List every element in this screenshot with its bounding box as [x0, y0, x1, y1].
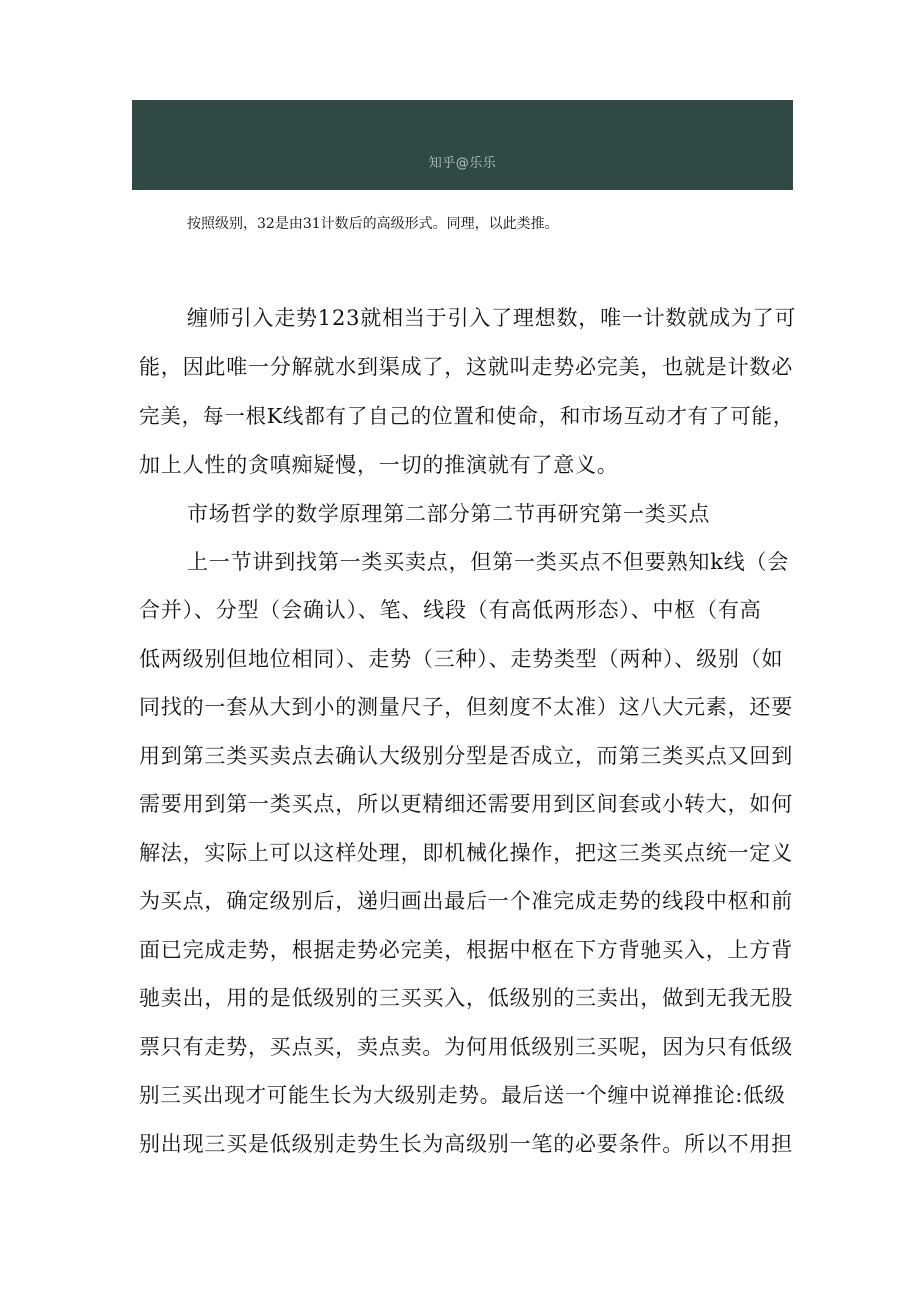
paragraph-line: 能，因此唯一分解就水到渠成了，这就叫走势必完美，也就是计数必: [139, 355, 793, 379]
text-line: 按照级别，32是由31计数后的高级形式。同理，以此类推。: [187, 216, 559, 232]
paragraph-line: 低两级别但地位相同）、走势（三种）、走势类型（两种）、级别（如: [139, 647, 784, 671]
paragraph-line: 合并）、分型（会确认）、笔、线段（有高低两形态）、中枢（有高: [139, 598, 762, 622]
paragraph-line: 完美，每一根K线都有了自己的位置和使命，和市场互动才有了可能，: [139, 404, 795, 428]
paragraph-line: 缠师引入走势123就相当于引入了理想数，唯一计数就成为了可: [187, 306, 797, 330]
paragraph-line: 加上人性的贪嗔痴疑慢，一切的推演就有了意义。: [139, 453, 619, 477]
paragraph-line: 别出现三买是低级别走势生长为高级别一笔的必要条件。所以不用担: [139, 1132, 793, 1156]
paragraph-line: 同找的一套从大到小的测量尺子，但刻度不太准）这八大元素，还要: [139, 695, 793, 719]
paragraph-line: 票只有走势，买点买，卖点卖。为何用低级别三买呢，因为只有低级: [139, 1035, 793, 1059]
header-image: [132, 100, 793, 190]
paragraph-line: 解法，实际上可以这样处理，即机械化操作，把这三类买点统一定义: [139, 841, 793, 865]
paragraph-line: 别三买出现才可能生长为大级别走势。最后送一个缠中说禅推论:低级: [139, 1083, 786, 1107]
section-heading: 市场哲学的数学原理第二部分第二节再研究第一类买点: [187, 502, 711, 526]
paragraph-line: 用到第三类买卖点去确认大级别分型是否成立，而第三类买点又回到: [139, 744, 793, 768]
watermark-text: 知乎@乐乐: [428, 156, 497, 171]
paragraph-line: 为买点，确定级别后，递归画出最后一个准完成走势的线段中枢和前: [139, 889, 793, 913]
paragraph-line: 面已完成走势，根据走势必完美，根据中枢在下方背驰买入，上方背: [139, 938, 793, 962]
paragraph-line: 驰卖出，用的是低级别的三买买入，低级别的三卖出，做到无我无股: [139, 986, 793, 1010]
paragraph-line: 需要用到第一类买点，所以更精细还需要用到区间套或小转大，如何: [139, 792, 793, 816]
paragraph-line: 上一节讲到找第一类买卖点，但第一类买点不但要熟知k线（会: [187, 550, 790, 574]
